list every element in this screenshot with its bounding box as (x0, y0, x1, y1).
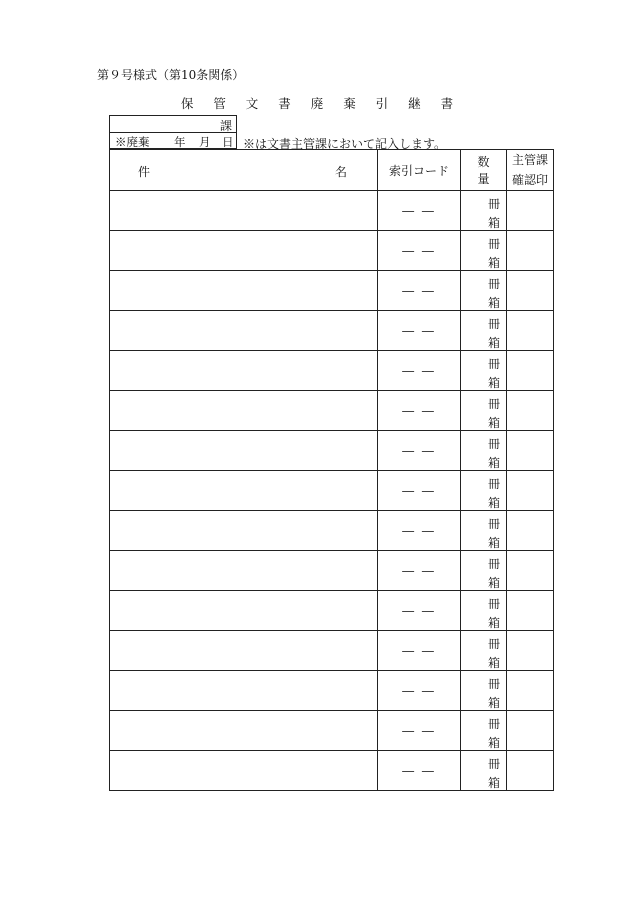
item-name-cell[interactable] (110, 191, 378, 231)
index-code-cell[interactable]: ― ― (378, 231, 461, 271)
confirmation-seal-cell[interactable] (507, 271, 554, 311)
item-name-cell[interactable] (110, 231, 378, 271)
document-title: 保 管 文 書 廃 棄 引 継 書 (180, 96, 462, 111)
department-box (109, 115, 237, 149)
table-row (110, 751, 554, 791)
index-code-cell[interactable]: ― ― (378, 711, 461, 751)
table-header-row (110, 150, 554, 191)
table-row (110, 591, 554, 631)
unit-boxes: 箱 (487, 576, 500, 590)
table-row (110, 711, 554, 751)
unit-volumes: 冊 (487, 277, 500, 291)
index-code-cell[interactable]: ― ― (378, 751, 461, 791)
confirmation-seal-cell[interactable] (507, 311, 554, 351)
quantity-cell[interactable] (461, 711, 507, 751)
unit-volumes: 冊 (487, 237, 500, 251)
unit-boxes: 箱 (487, 256, 500, 270)
confirmation-seal-cell[interactable] (507, 391, 554, 431)
unit-boxes: 箱 (487, 336, 500, 350)
form-number: 第９号様式（第10条関係） (97, 68, 245, 82)
year-label: 年 (174, 135, 186, 149)
table-row (110, 671, 554, 711)
unit-volumes: 冊 (487, 437, 500, 451)
month-label: 月 (199, 135, 211, 149)
index-code-cell[interactable]: ― ― (378, 551, 461, 591)
unit-boxes: 箱 (487, 416, 500, 430)
quantity-cell[interactable] (461, 591, 507, 631)
unit-volumes: 冊 (487, 757, 500, 771)
item-name-cell[interactable] (110, 471, 378, 511)
index-code-cell[interactable]: ― ― (378, 311, 461, 351)
confirmation-seal-cell[interactable] (507, 431, 554, 471)
quantity-cell[interactable] (461, 551, 507, 591)
confirmation-seal-cell[interactable] (507, 191, 554, 231)
index-code-cell[interactable]: ― ― (378, 191, 461, 231)
quantity-cell[interactable] (461, 391, 507, 431)
unit-volumes: 冊 (487, 197, 500, 211)
confirmation-seal-cell[interactable] (507, 591, 554, 631)
unit-boxes: 箱 (487, 696, 500, 710)
table-row (110, 391, 554, 431)
department-field[interactable] (110, 116, 236, 133)
index-code-cell[interactable]: ― ― (378, 351, 461, 391)
unit-volumes: 冊 (487, 517, 500, 531)
item-name-cell[interactable] (110, 551, 378, 591)
quantity-cell[interactable] (461, 671, 507, 711)
unit-boxes: 箱 (487, 216, 500, 230)
table-row (110, 311, 554, 351)
item-name-cell[interactable] (110, 591, 378, 631)
table-row (110, 271, 554, 311)
unit-volumes: 冊 (487, 357, 500, 371)
confirmation-seal-cell[interactable] (507, 231, 554, 271)
confirmation-seal-cell[interactable] (507, 711, 554, 751)
unit-volumes: 冊 (487, 397, 500, 411)
quantity-cell[interactable] (461, 191, 507, 231)
unit-volumes: 冊 (487, 717, 500, 731)
item-name-cell[interactable] (110, 711, 378, 751)
confirmation-seal-cell[interactable] (507, 351, 554, 391)
quantity-cell[interactable] (461, 231, 507, 271)
note-text: ※は文書主管課において記入します。 (243, 137, 447, 151)
unit-volumes: 冊 (487, 637, 500, 651)
quantity-cell[interactable] (461, 431, 507, 471)
quantity-cell[interactable] (461, 271, 507, 311)
confirmation-seal-cell[interactable] (507, 511, 554, 551)
item-name-cell[interactable] (110, 391, 378, 431)
table-row (110, 351, 554, 391)
unit-boxes: 箱 (487, 456, 500, 470)
table-row (110, 551, 554, 591)
table-row (110, 631, 554, 671)
item-name-cell[interactable] (110, 511, 378, 551)
index-code-cell[interactable]: ― ― (378, 431, 461, 471)
unit-boxes: 箱 (487, 296, 500, 310)
unit-volumes: 冊 (487, 317, 500, 331)
header-confirmation: 主管課確認印 (507, 150, 554, 191)
header-quantity: 数量 (461, 150, 507, 191)
unit-volumes: 冊 (487, 597, 500, 611)
header-index-code: 索引コード (378, 150, 461, 191)
quantity-cell[interactable] (461, 351, 507, 391)
item-name-cell[interactable] (110, 631, 378, 671)
confirmation-seal-cell[interactable] (507, 631, 554, 671)
index-code-cell[interactable]: ― ― (378, 391, 461, 431)
unit-boxes: 箱 (487, 656, 500, 670)
disposal-label: ※廃棄 (115, 135, 150, 149)
table-row (110, 431, 554, 471)
table-row (110, 231, 554, 271)
department-suffix: 課 (219, 119, 232, 133)
item-name-cell[interactable] (110, 311, 378, 351)
unit-volumes: 冊 (487, 677, 500, 691)
unit-boxes: 箱 (487, 736, 500, 750)
item-name-cell[interactable] (110, 271, 378, 311)
unit-boxes: 箱 (487, 376, 500, 390)
index-code-cell[interactable]: ― ― (378, 591, 461, 631)
unit-volumes: 冊 (487, 477, 500, 491)
header-name-right: 名 (334, 165, 347, 179)
header-name-left: 件 (138, 165, 151, 179)
disposal-date-field[interactable] (110, 133, 236, 149)
unit-boxes: 箱 (487, 496, 500, 510)
quantity-cell[interactable] (461, 751, 507, 791)
index-code-cell[interactable]: ― ― (378, 271, 461, 311)
confirmation-seal-cell[interactable] (507, 471, 554, 511)
item-name-cell[interactable] (110, 671, 378, 711)
item-name-cell[interactable] (110, 351, 378, 391)
table-row (110, 471, 554, 511)
index-code-cell[interactable]: ― ― (378, 471, 461, 511)
unit-volumes: 冊 (487, 557, 500, 571)
confirmation-seal-cell[interactable] (507, 671, 554, 711)
quantity-cell[interactable] (461, 511, 507, 551)
unit-boxes: 箱 (487, 776, 500, 790)
index-code-cell[interactable]: ― ― (378, 511, 461, 551)
quantity-cell[interactable] (461, 311, 507, 351)
day-label: 日 (222, 135, 234, 149)
confirmation-seal-cell[interactable] (507, 551, 554, 591)
unit-boxes: 箱 (487, 616, 500, 630)
unit-boxes: 箱 (487, 536, 500, 550)
quantity-cell[interactable] (461, 471, 507, 511)
item-name-cell[interactable] (110, 431, 378, 471)
index-code-cell[interactable]: ― ― (378, 671, 461, 711)
header-item-name (110, 150, 378, 191)
index-code-cell[interactable]: ― ― (378, 631, 461, 671)
table-row (110, 511, 554, 551)
item-name-cell[interactable] (110, 751, 378, 791)
transfer-table (109, 149, 554, 791)
table-row (110, 191, 554, 231)
quantity-cell[interactable] (461, 631, 507, 671)
confirmation-seal-cell[interactable] (507, 751, 554, 791)
